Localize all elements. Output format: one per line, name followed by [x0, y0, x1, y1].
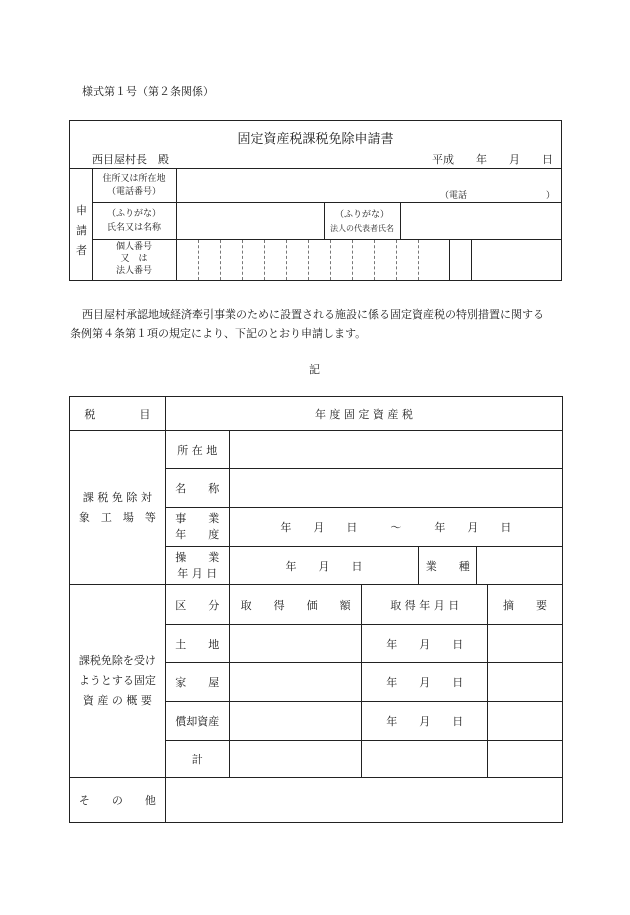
row-label-land: 土 地 — [165, 625, 229, 663]
col-acquisition-date: 取 得 年 月 日 — [362, 585, 488, 625]
industry-label: 業 種 — [419, 547, 477, 584]
asset-section-label: 課税免除を受け ようとする固定 資 産 の 概 要 — [70, 585, 166, 778]
land-date[interactable]: 年 月 日 — [362, 625, 488, 663]
row-label-house: 家 屋 — [165, 663, 229, 702]
other-field[interactable] — [165, 778, 562, 823]
total-date-field — [362, 741, 488, 778]
col-acquisition-value: 取 得 価 額 — [229, 585, 362, 625]
number-field[interactable] — [177, 240, 449, 280]
col-category: 区 分 — [165, 585, 229, 625]
facility-name-label: 名 称 — [165, 469, 229, 508]
name-label: （ふりがな） 氏名又は名称 — [106, 209, 161, 233]
phone-close: ） — [546, 191, 556, 201]
address-label: 住所又は所在地 （電話番号） — [102, 174, 166, 197]
depreciable-value-field[interactable] — [229, 702, 362, 741]
tax-item-label: 税 目 — [70, 397, 166, 431]
statement-line-1: 西目屋村承認地域経済牽引事業のために設置される施設に係る固定資産税の特別措置に関する — [82, 308, 544, 321]
total-label: 計 — [165, 741, 229, 778]
total-value-field[interactable] — [229, 741, 362, 778]
page-title: 固定資産税課税免除申請書 — [237, 132, 394, 147]
ki-heading: 記 — [309, 363, 320, 376]
factory-section-label: 課 税 免 除 対 象 工 場 等 — [70, 431, 166, 585]
business-year-value[interactable]: 年 月 日 〜 年 月 日 — [229, 508, 562, 547]
row-label-depreciable: 償却資産 — [165, 702, 229, 741]
col-note: 摘 要 — [488, 585, 563, 625]
house-value-field[interactable] — [229, 663, 362, 702]
industry-field[interactable] — [477, 547, 562, 584]
representative-field[interactable] — [401, 203, 561, 239]
address-field[interactable] — [177, 169, 561, 202]
location-field[interactable] — [229, 431, 562, 469]
operation-date-label: 操 業 年 月 日 — [165, 547, 229, 585]
total-note-field — [488, 741, 563, 778]
phone-open: （電話 — [440, 191, 468, 201]
statement-line-2: 条例第４条第１項の規定により、下記のとおり申請します。 — [70, 327, 367, 340]
depreciable-note-field[interactable] — [488, 702, 563, 741]
industry-cell — [419, 547, 563, 585]
form-number: 様式第１号（第２条関係） — [82, 85, 214, 98]
house-date[interactable]: 年 月 日 — [362, 663, 488, 702]
main-table — [69, 396, 563, 823]
date-line: 平成 年 月 日 — [432, 153, 553, 166]
operation-date-value[interactable]: 年 月 日 — [229, 547, 419, 585]
number-label: 個人番号 又 は 法人番号 — [115, 242, 152, 276]
applicant-section-label: 申 請 者 — [76, 204, 87, 257]
addressee: 西目屋村長 殿 — [92, 153, 169, 166]
facility-name-field[interactable] — [229, 469, 562, 508]
applicant-block — [69, 120, 562, 281]
land-value-field[interactable] — [229, 625, 362, 663]
other-label: そ の 他 — [70, 778, 166, 823]
name-field[interactable] — [177, 203, 323, 239]
depreciable-date[interactable]: 年 月 日 — [362, 702, 488, 741]
business-year-label: 事 業 年 度 — [165, 508, 229, 547]
representative-label: （ふりがな） 法人の代表者氏名 — [330, 210, 394, 233]
tax-item-value: 年 度 固 定 資 産 税 — [165, 397, 562, 431]
location-label: 所 在 地 — [165, 431, 229, 469]
land-note-field[interactable] — [488, 625, 563, 663]
house-note-field[interactable] — [488, 663, 563, 702]
